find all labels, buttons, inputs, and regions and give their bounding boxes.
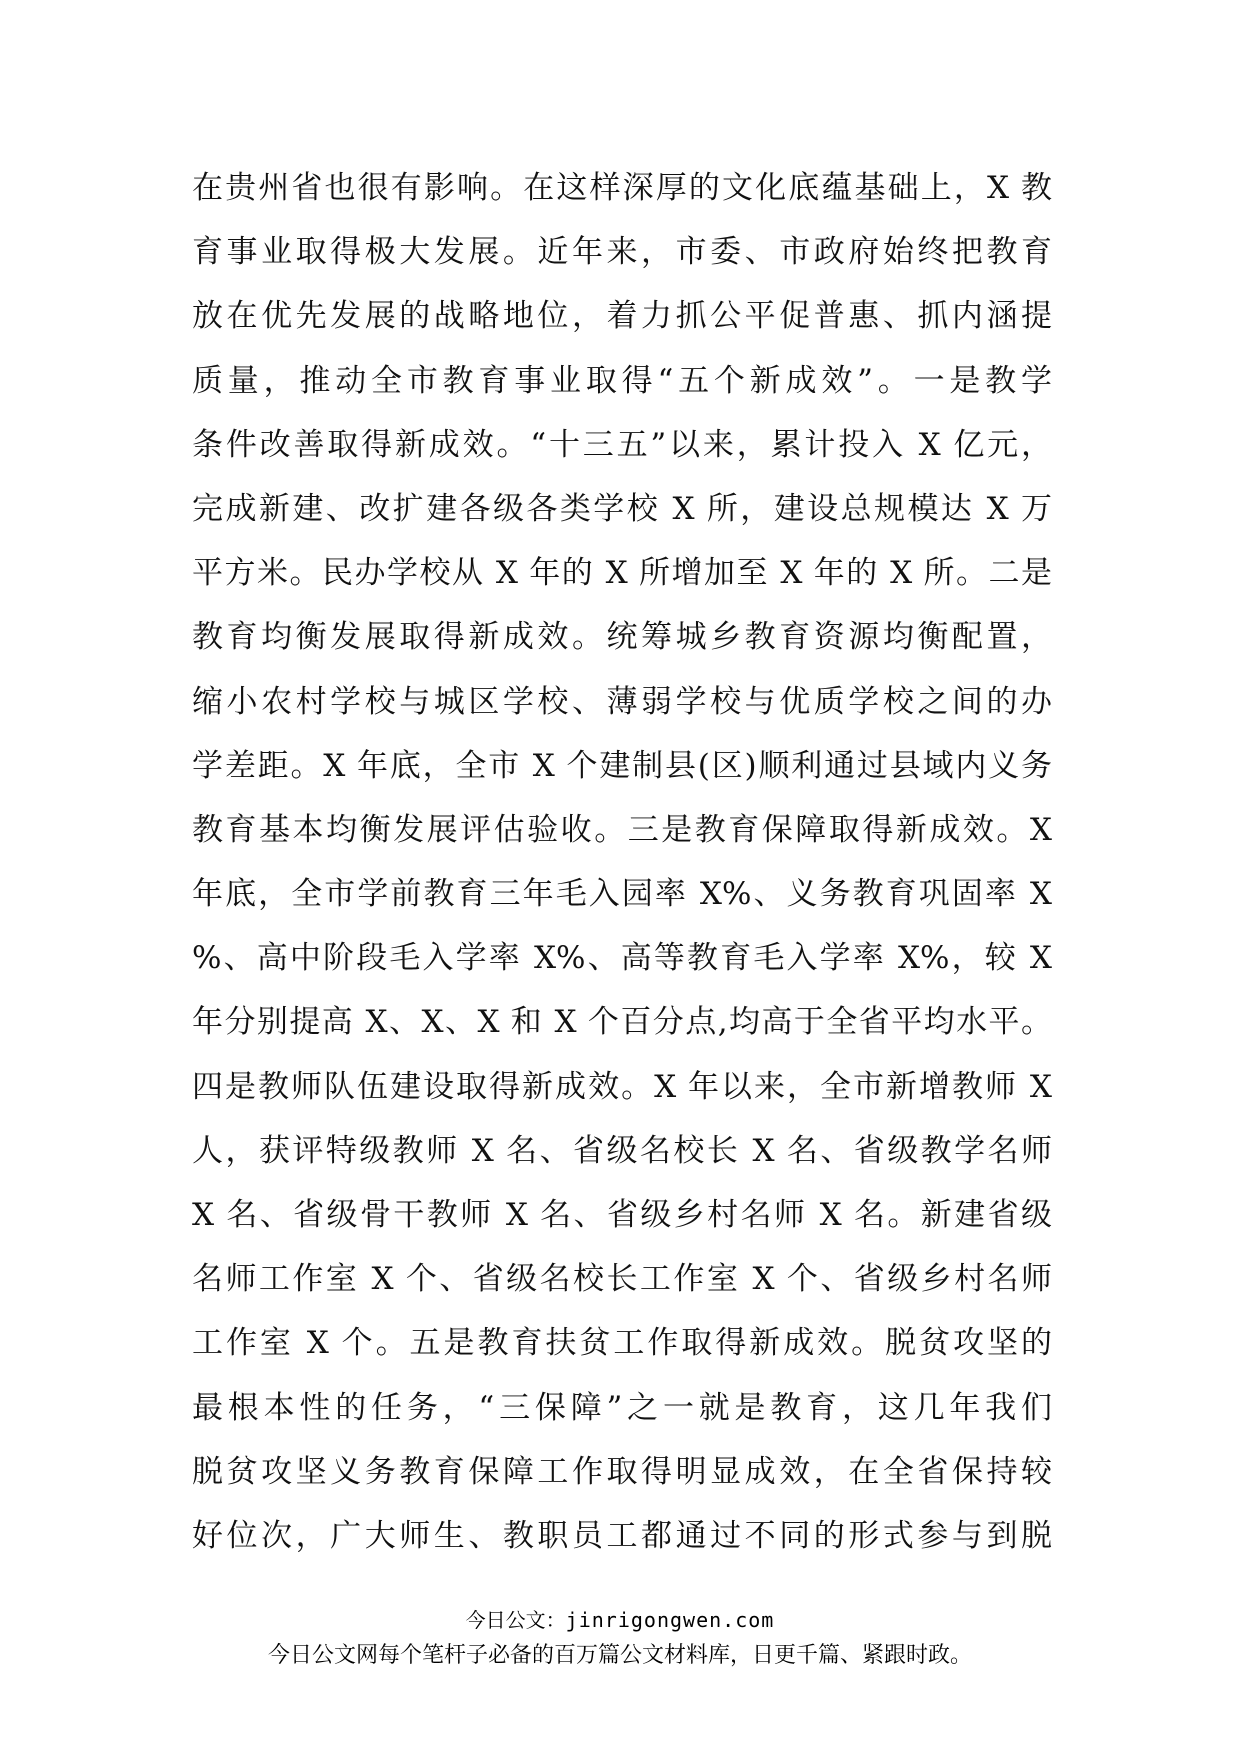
footer-site-link[interactable] bbox=[0, 1606, 1240, 1634]
text-line: 最根本性的任务，“三保障”之一就是教育，这几年我们 bbox=[192, 1389, 1052, 1426]
footer-slogan: 今日公文网每个笔杆子必备的百万篇公文材料库，日更千篇、紧跟时政。 bbox=[267, 1643, 972, 1668]
footer-site-prefix: 今日公文： bbox=[465, 1608, 566, 1632]
text-line: 脱贫攻坚义务教育保障工作取得明显成效，在全省保持较 bbox=[192, 1453, 1052, 1490]
text-line: 缩小农村学校与城区学校、薄弱学校与优质学校之间的办 bbox=[192, 683, 1052, 720]
text-line: 放在优先发展的战略地位，着力抓公平促普惠、抓内涵提 bbox=[192, 298, 1052, 335]
text-line: 在贵州省也很有影响。在这样深厚的文化底蕴基础上，X 教 bbox=[192, 170, 1052, 206]
text-line: 年底，全市学前教育三年毛入园率 X%、义务教育巩固率 X bbox=[192, 876, 1052, 913]
text-line: 好位次，广大师生、教职员工都通过不同的形式参与到脱 bbox=[192, 1517, 1052, 1554]
text-line: 完成新建、改扩建各级各类学校 X 所，建设总规模达 X 万 bbox=[192, 490, 1052, 527]
text-line: 质量，推动全市教育事业取得“五个新成效”。一是教学 bbox=[192, 362, 1052, 399]
text-line: 平方米。民办学校从 X 年的 X 所增加至 X 年的 X 所。二是 bbox=[192, 555, 1052, 592]
text-line: 教育基本均衡发展评估验收。三是教育保障取得新成效。X bbox=[192, 811, 1052, 848]
footer-site-url[interactable]: jinrigongwen.com bbox=[565, 1608, 775, 1632]
text-line: %、高中阶段毛入学率 X%、高等教育毛入学率 X%，较 X bbox=[192, 940, 1052, 977]
body-paragraph bbox=[192, 156, 1052, 1568]
text-line: 育事业取得极大发展。近年来，市委、市政府始终把教育 bbox=[192, 234, 1052, 271]
text-line: 学差距。X 年底，全市 X 个建制县(区)顺利通过县域内义务 bbox=[192, 747, 1052, 784]
text-line: 人，获评特级教师 X 名、省级名校长 X 名、省级教学名师 bbox=[192, 1132, 1052, 1169]
text-line: X 名、省级骨干教师 X 名、省级乡村名师 X 名。新建省级 bbox=[192, 1197, 1052, 1233]
text-line: 年分别提高 X、X、X 和 X 个百分点,均高于全省平均水平。 bbox=[192, 1004, 1052, 1041]
text-line: 四是教师队伍建设取得新成效。X 年以来，全市新增教师 X bbox=[192, 1068, 1052, 1105]
text-line: 教育均衡发展取得新成效。统筹城乡教育资源均衡配置， bbox=[192, 619, 1052, 656]
text-line: 工作室 X 个。五是教育扶贫工作取得新成效。脱贫攻坚的 bbox=[192, 1325, 1052, 1362]
text-line: 名师工作室 X 个、省级名校长工作室 X 个、省级乡村名师 bbox=[192, 1261, 1052, 1298]
text-line: 条件改善取得新成效。“十三五”以来，累计投入 X 亿元， bbox=[192, 426, 1052, 463]
